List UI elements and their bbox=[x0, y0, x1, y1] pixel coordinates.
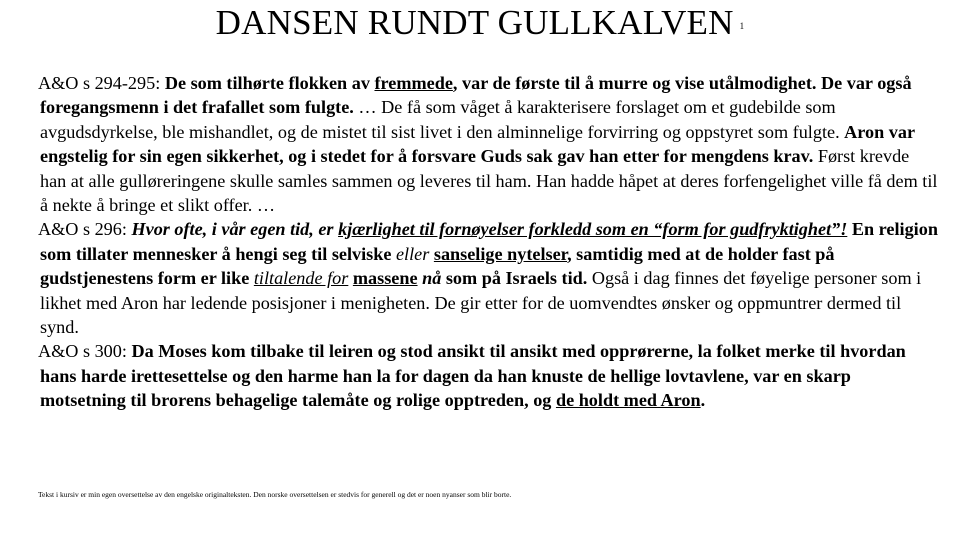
underlined-bold-italic-text: kjærlighet til fornøyelser forkledd som en “form for gudfryktighet”! bbox=[338, 219, 848, 240]
reference-label: A&O s 300: bbox=[38, 341, 132, 362]
plain-text: … De få som våget å karakterisere forslaget om et gudebilde som avgudsdyrkelse, ble mishandlet, og de mistet til sist livet i den alminnelige forvirring og oppstyret som fulgte. bbox=[40, 97, 845, 142]
bold-text: som på Israels tid. bbox=[441, 268, 588, 289]
bold-italic-text: Hvor ofte, i vår egen tid, er bbox=[131, 219, 339, 240]
reference-label: A&O s 294-295: bbox=[38, 73, 165, 93]
bold-text: Da Moses kom tilbake til leiren og stod ansikt til ansikt med opprørerne, la folket merke til hvordan hans harde irettesettelse og den harme han la for dagen da han knuste de hellige lovtavlene, var en skarp motsetning til brorens behagelige talemåte og rolige opptreden, og bbox=[40, 341, 906, 411]
underlined-italic-text: tiltalende for bbox=[253, 268, 349, 289]
bold-text: De som tilhørte flokken av bbox=[164, 73, 375, 93]
underlined-bold-text: fremmede bbox=[374, 73, 453, 93]
bold-italic-text: nå bbox=[422, 268, 442, 289]
underlined-bold-text: sanselige nytelser bbox=[433, 243, 568, 264]
paragraph-ao-296 bbox=[40, 217, 940, 339]
bold-text: , var de første til å murre og vise utålmodighet. De var også foregangsmenn i det frafallet som fulgte. bbox=[40, 73, 912, 118]
paragraph-ao-300 bbox=[40, 339, 940, 412]
plain-text: Først krevde han at alle gulløreringene skulle samles sammen og leveres til ham. Han hadde håpet at deres forfengelighet ville få dem til å nekte å bringe et slikt offer. … bbox=[40, 146, 938, 216]
underlined-bold-text: massene bbox=[352, 268, 418, 289]
bold-text: Aron var engstelig for sin egen sikkerhet, og i stedet for å forsvare Guds sak gav han etter for mengdens krav. bbox=[40, 121, 915, 167]
reference-label: A&O s 296: bbox=[38, 219, 132, 240]
bold-text: . bbox=[700, 390, 706, 411]
title-mark: 1 bbox=[739, 20, 745, 31]
footnote: Tekst i kursiv er min egen oversettelse av den engelske originalteksten. Den norske oversettelsen er stedvis for generell og det er noen nyanser som blir borte. bbox=[38, 490, 512, 499]
underlined-bold-text: de holdt med Aron bbox=[555, 390, 701, 411]
slide-body bbox=[40, 71, 940, 413]
title-text: DANSEN RUNDT GULLKALVEN bbox=[215, 3, 734, 42]
italic-text: eller bbox=[395, 243, 430, 264]
plain-text: Også i dag finnes det føyelige personer som i likhet med Aron har ledende posisjoner i menigheten. De gir etter for de uomvendtes ønsker og oppmuntrer dermed til synd. bbox=[40, 268, 922, 338]
bold-text: , samtidig med at de holder fast på gudstjenestens form er like bbox=[40, 243, 835, 289]
paragraph-ao-294-295 bbox=[40, 71, 940, 217]
bold-text: En religion som tillater mennesker å hengi seg til selviske bbox=[40, 219, 938, 264]
slide-title bbox=[0, 2, 960, 47]
